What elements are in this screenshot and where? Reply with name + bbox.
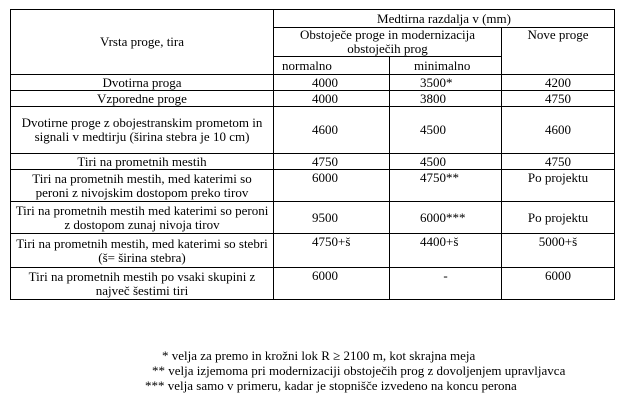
header-obstojece: Obstoječe proge in modernizacija obstoječih prog <box>274 28 502 57</box>
header-nove: Nove proge <box>502 28 615 75</box>
row-minimalno: 4500 <box>390 107 502 154</box>
row-label: Vzporedne proge <box>11 91 274 107</box>
table-row <box>11 170 615 202</box>
row-label: Dvotirna proga <box>11 75 274 91</box>
row-label: Tiri na prometnih mestih po vsaki skupini z največ šestimi tiri <box>11 268 274 300</box>
row-label: Dvotirne proge z obojestranskim prometom in signali v medtirju (širina stebra je 10 cm) <box>11 107 274 154</box>
row-minimalno: 4500 <box>390 154 502 170</box>
table-row <box>11 154 615 170</box>
row-label: Tiri na prometnih mestih, med katerimi so peroni z nivojskim dostopom preko tirov <box>11 170 274 202</box>
row-normalno: 4750 <box>274 154 390 170</box>
row-normalno: 6000 <box>274 268 390 300</box>
row-minimalno: 4750** <box>390 170 502 202</box>
row-minimalno: 3800 <box>390 91 502 107</box>
table-row <box>11 75 615 91</box>
row-minimalno: 3500* <box>390 75 502 91</box>
distance-table <box>10 9 615 300</box>
table-row <box>11 91 615 107</box>
table-row <box>11 107 615 154</box>
row-nove: Po projektu <box>502 170 615 202</box>
row-minimalno: 4400+š <box>390 234 502 268</box>
footnote-1: * velja za premo in krožni lok R ≥ 2100 m, kot skrajna meja <box>162 348 476 363</box>
header-vrsta: Vrsta proge, tira <box>11 10 274 75</box>
row-minimalno: - <box>390 268 502 300</box>
row-label: Tiri na prometnih mestih, med katerimi so stebri (š= širina stebra) <box>11 234 274 268</box>
footnote-2: ** velja izjemoma pri modernizaciji obstoječih prog z dovoljenjem upravljavca <box>152 363 566 378</box>
footnote-3: *** velja samo v primeru, kadar je stopnišče izvedeno na koncu perona <box>145 378 517 393</box>
row-nove: 4750 <box>502 91 615 107</box>
row-normalno: 6000 <box>274 170 390 202</box>
footnotes <box>0 348 626 393</box>
header-medtirna: Medtirna razdalja v (mm) <box>274 10 615 28</box>
row-normalno: 9500 <box>274 202 390 234</box>
row-normalno: 4600 <box>274 107 390 154</box>
row-label: Tiri na prometnih mestih med katerimi so peroni z dostopom zunaj nivoja tirov <box>11 202 274 234</box>
row-normalno: 4000 <box>274 75 390 91</box>
table-row <box>11 202 615 234</box>
row-nove: Po projektu <box>502 202 615 234</box>
row-normalno: 4000 <box>274 91 390 107</box>
table-row <box>11 234 615 268</box>
row-nove: 4200 <box>502 75 615 91</box>
header-normalno: normalno <box>274 57 390 75</box>
row-nove: 4750 <box>502 154 615 170</box>
header-minimalno: minimalno <box>390 57 502 75</box>
row-label: Tiri na prometnih mestih <box>11 154 274 170</box>
row-nove: 5000+š <box>502 234 615 268</box>
row-minimalno: 6000*** <box>390 202 502 234</box>
row-normalno: 4750+š <box>274 234 390 268</box>
table-row <box>11 268 615 300</box>
row-nove: 4600 <box>502 107 615 154</box>
row-nove: 6000 <box>502 268 615 300</box>
